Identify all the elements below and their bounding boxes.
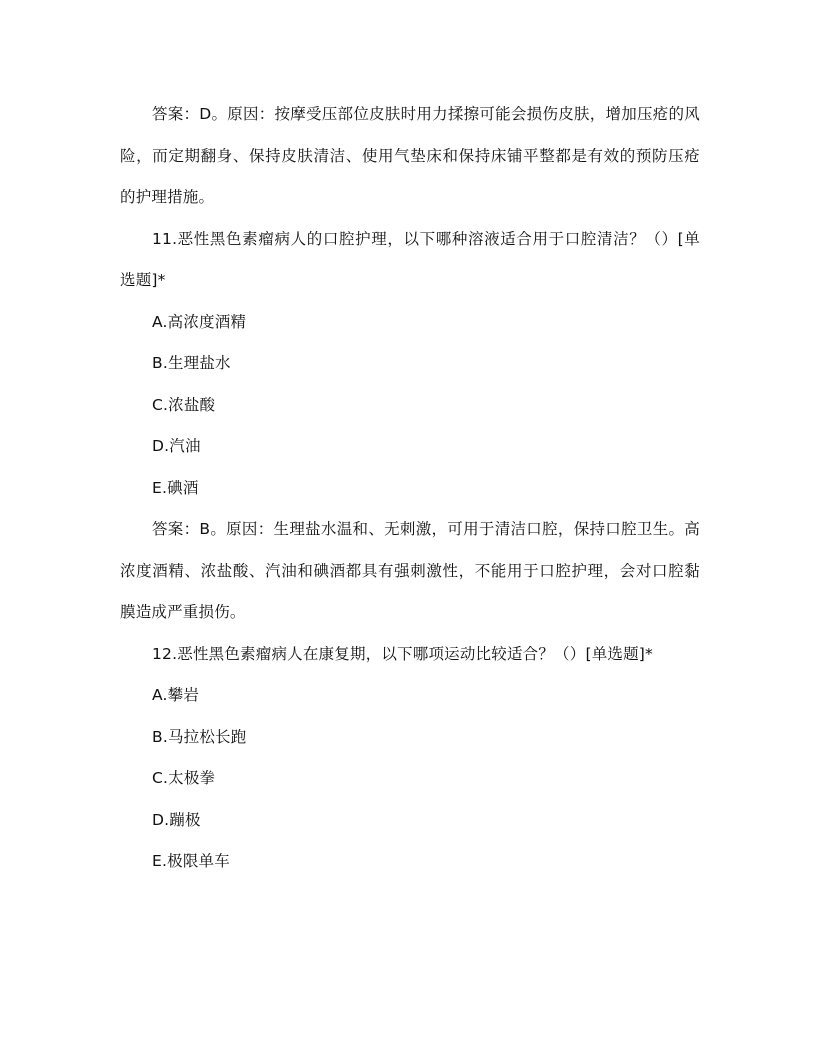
question-11-stem: 11.恶性黑色素瘤病人的口腔护理，以下哪种溶液适合用于口腔清洁？（）[单选题]* <box>120 229 700 289</box>
answer-10-text: 答案：D。原因：按摩受压部位皮肤时用力揉擦可能会损伤皮肤，增加压疮的风险，而定期翻身、保持皮肤清洁、使用气垫床和保持床铺平整都是有效的预防压疮的护理措施。 <box>120 105 700 206</box>
question-11-option-b: B.生理盐水 <box>152 354 231 372</box>
question-12-option-d: D.蹦极 <box>152 810 201 829</box>
question-11-option-e: E.碘酒 <box>152 478 199 497</box>
question-12-option-e: E.极限单车 <box>152 852 230 870</box>
document-body <box>120 94 700 883</box>
question-12-option-c: C.太极拳 <box>152 769 216 787</box>
question-12-option-b: B.马拉松长跑 <box>152 727 247 746</box>
answer-11-text: 答案：B。原因：生理盐水温和、无刺激，可用于清洁口腔，保持口腔卫生。高浓度酒精、浓盐酸、汽油和碘酒都具有强刺激性，不能用于口腔护理，会对口腔黏膜造成严重损伤。 <box>120 520 700 621</box>
question-11-option-c: C.浓盐酸 <box>152 395 216 414</box>
question-11-option-d: D.汽油 <box>152 437 201 455</box>
question-12-stem: 12.恶性黑色素瘤病人在康复期，以下哪项运动比较适合？（）[单选题]* <box>152 644 653 663</box>
question-12-option-a: A.攀岩 <box>152 686 200 704</box>
question-11-option-a: A.高浓度酒精 <box>152 312 247 331</box>
